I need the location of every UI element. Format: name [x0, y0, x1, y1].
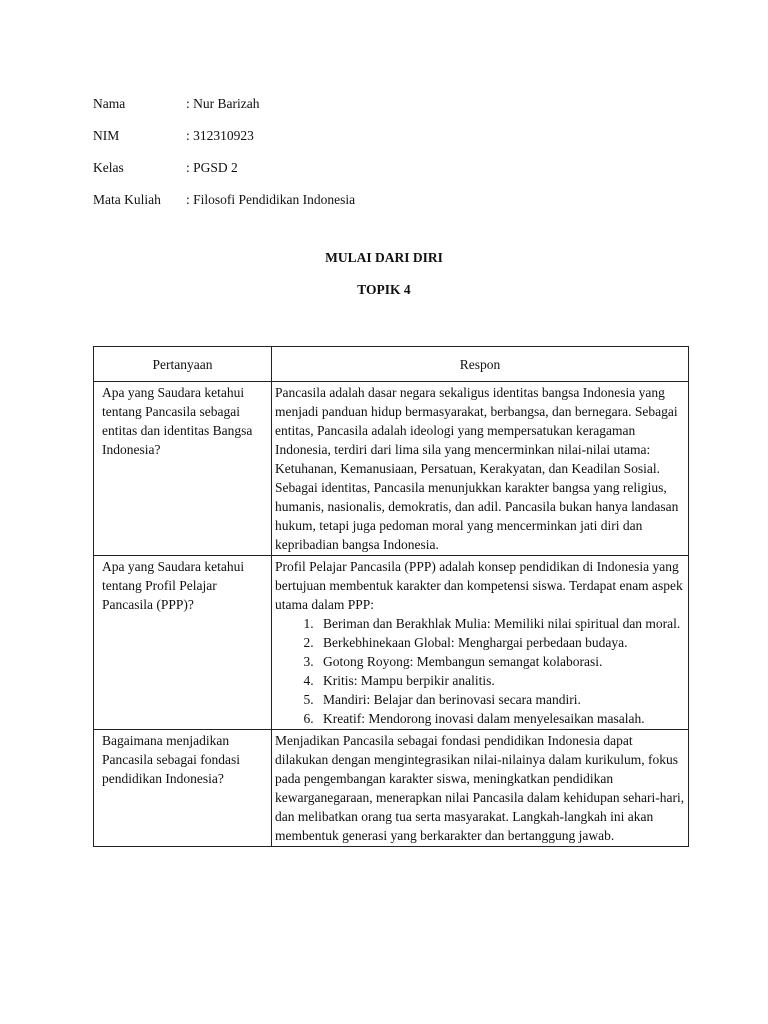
table-row: [94, 730, 689, 847]
list-item: 2. Berkebhinekaan Global: Menghargai perbedaan budaya.: [317, 633, 686, 652]
identity-row-mata-kuliah: [93, 184, 355, 216]
table-row: [94, 382, 689, 556]
list-item: 4. Kritis: Mampu berpikir analitis.: [317, 671, 686, 690]
document-title: MULAI DARI DIRI: [325, 250, 443, 265]
identity-label: NIM: [93, 128, 120, 143]
table-row: [94, 556, 689, 730]
identity-block: [93, 88, 355, 216]
identity-row-nama: [93, 88, 355, 120]
response-cell: Pancasila adalah dasar negara sekaligus identitas bangsa Indonesia yang menjadi panduan hidup bermasyarakat, berbangsa, dan bernegara. Sebagai entitas, Pancasila adalah ideologi yang mempersatukan keragaman Indonesia, terdiri dari lima sila yang mencerminkan nilai-nilai utama: Ketuhanan, Kemanusiaan, Persatuan, Kerakyatan, dan Keadilan Sosial. Sebagai identitas, Pancasila menunjukkan karakter bangsa yang religius, humanis, nasionalis, demokratis, dan adil. Pancasila bukan hanya landasan hukum, tetapi juga pedoman moral yang mencerminkan jati diri dan kepribadian bangsa Indonesia.: [272, 382, 689, 556]
identity-row-nim: [93, 120, 355, 152]
identity-row-kelas: [93, 152, 355, 184]
column-header-respon: Respon: [272, 347, 689, 382]
identity-value: : Filosofi Pendidikan Indonesia: [186, 192, 356, 207]
question-response-table: [93, 346, 689, 847]
identity-label: Mata Kuliah: [93, 192, 161, 207]
table-header-row: [94, 347, 689, 382]
identity-value: : Nur Barizah: [186, 96, 260, 111]
response-cell: Menjadikan Pancasila sebagai fondasi pendidikan Indonesia dapat dilakukan dengan mengintegrasikan nilai-nilainya dalam kurikulum, fokus pada pengembangan karakter siswa, meningkatkan pendidikan kewarganegaraan, menerapkan nilai Pancasila dalam kehidupan sehari-hari, dan melibatkan orang tua serta masyarakat. Langkah-langkah ini akan membentuk generasi yang berkarakter dan bertanggung jawab.: [272, 730, 689, 847]
question-cell: Bagaimana menjadikan Pancasila sebagai fondasi pendidikan Indonesia?: [94, 730, 272, 847]
identity-value: : 312310923: [186, 128, 254, 143]
column-header-pertanyaan: Pertanyaan: [94, 347, 272, 382]
question-cell: Apa yang Saudara ketahui tentang Profil Pelajar Pancasila (PPP)?: [94, 556, 272, 730]
response-cell: [272, 556, 689, 730]
question-cell: Apa yang Saudara ketahui tentang Pancasila sebagai entitas dan identitas Bangsa Indonesia?: [94, 382, 272, 556]
list-item: 3. Gotong Royong: Membangun semangat kolaborasi.: [317, 652, 686, 671]
document-subtitle: TOPIK 4: [357, 282, 411, 297]
list-item: 1. Beriman dan Berakhlak Mulia: Memiliki nilai spiritual dan moral.: [317, 614, 686, 633]
ppp-aspect-list: [275, 614, 686, 728]
response-intro: Profil Pelajar Pancasila (PPP) adalah konsep pendidikan di Indonesia yang bertujuan membentuk karakter dan kompetensi siswa. Terdapat enam aspek utama dalam PPP:: [275, 559, 683, 612]
identity-value: : PGSD 2: [186, 160, 238, 175]
identity-label: Kelas: [93, 160, 124, 175]
identity-label: Nama: [93, 96, 126, 111]
list-item: 5. Mandiri: Belajar dan berinovasi secara mandiri.: [317, 690, 686, 709]
list-item: 6. Kreatif: Mendorong inovasi dalam menyelesaikan masalah.: [317, 709, 686, 728]
